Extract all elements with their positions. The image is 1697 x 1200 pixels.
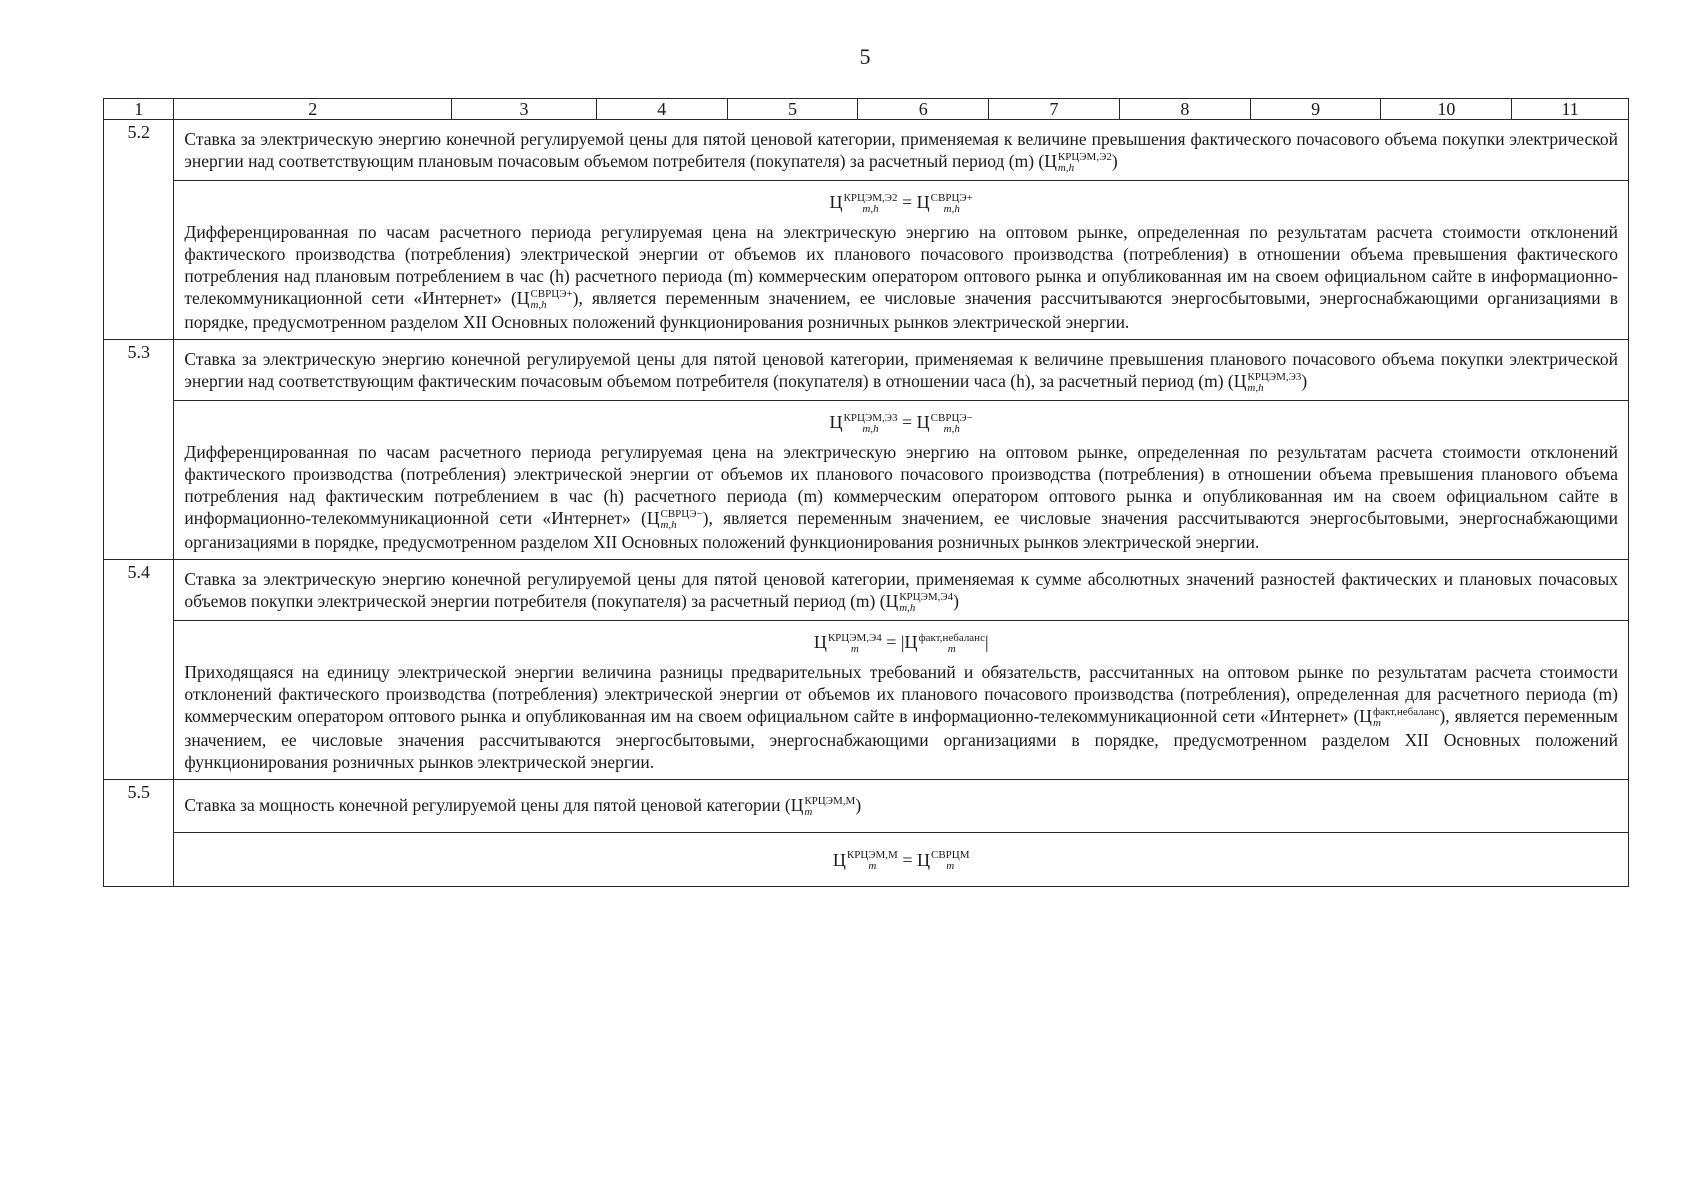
column-number: 5 [727, 99, 858, 120]
column-number: 8 [1119, 99, 1250, 120]
row-number: 5.4 [104, 559, 174, 779]
row-explanation: Ц КРЦЭМ,Э4 m = |Ц факт,небаланс m | Приходящаяся на единицу электрической энергии величина разницы предварительных требований и обязательств, рассчитанных на оптовом рынке по результатам расчета стоимости отклонений фактического производства (потребления) электрической энергии от объемов их планового почасового производства (потребления), определенная для расчетного периода (m) коммерческим оператором оптового рынка и опубликованная им на своем официальном сайте в информационно-телекоммуникационной сети «Интернет» (Ц факт,небаланс m ), является переменным значением, ее числовые значения рассчитываются энергосбытовыми, энергоснабжающими организациями в порядке, предусмотренном разделом XII Основных положений функционирования розничных рынков электрической энергии. [174, 620, 1629, 779]
row-number: 5.3 [104, 339, 174, 559]
row-explanation: Ц КРЦЭМ,Э3 m,h = Ц СВРЦЭ− m,h Дифференцированная по часам расчетного периода регулируемая цена на электрическую энергию на оптовом рынке, определенная по результатам расчета стоимости отклонений фактического производства (потребления) электрической энергии от объемов их планового почасового производства (потребления) в отношении объема превышения планового объема потребления над фактическим потреблением в час (h) расчетного периода (m) коммерческим оператором оптового рынка и опубликованная им на своем официальном сайте в информационно-телекоммуникационной сети «Интернет» (Ц СВРЦЭ− m,h ), является переменным значением, ее числовые значения рассчитываются энергосбытовыми, энергоснабжающими организациями в порядке, предусмотренном разделом XII Основных положений функционирования розничных рынков электрической энергии. [174, 400, 1629, 559]
table-row [104, 180, 1629, 339]
table-row [104, 339, 1629, 400]
page-number: 5 [859, 44, 871, 69]
column-number: 7 [989, 99, 1120, 120]
table-row [104, 400, 1629, 559]
row-description: Ставка за электрическую энергию конечной регулируемой цены для пятой ценовой категории, применяемая к величине превышения планового почасового объема покупки электрической энергии над соответствующим фактическим почасовым объемом потребителя (покупателя) в отношении часа (h), за расчетный период (m) (Ц КРЦЭМ,Э3 m,h ) [174, 339, 1629, 400]
formula: Ц КРЦЭМ,Э4 m = |Ц факт,небаланс m | [813, 631, 989, 655]
formula: Ц КРЦЭМ,Э3 m,h = Ц СВРЦЭ− m,h [829, 411, 973, 435]
row-number: 5.2 [104, 120, 174, 340]
table-row [104, 620, 1629, 779]
table-row [104, 120, 1629, 181]
table-row [104, 559, 1629, 620]
row-description: Ставка за мощность конечной регулируемой цены для пятой ценовой категории (Ц КРЦЭМ,М m ) [174, 779, 1629, 832]
formula: Ц КРЦЭМ,М m = Ц СВРЦМ m [832, 849, 970, 873]
row-description: Ставка за электрическую энергию конечной регулируемой цены для пятой ценовой категории, применяемая к величине превышения фактического почасового объема покупки электрической энергии над соответствующим плановым почасовым объемом потребителя (покупателя) за расчетный период (m) (Ц КРЦЭМ,Э2 m,h ) [174, 120, 1629, 181]
column-number: 1 [104, 99, 174, 120]
column-number-row [104, 99, 1629, 120]
table-row [104, 779, 1629, 832]
row-number: 5.5 [104, 779, 174, 887]
column-number: 6 [858, 99, 989, 120]
column-number: 3 [452, 99, 597, 120]
row-explanation [174, 832, 1629, 887]
column-number: 10 [1381, 99, 1512, 120]
column-number: 11 [1512, 99, 1629, 120]
column-number: 2 [174, 99, 452, 120]
formula: Ц КРЦЭМ,Э2 m,h = Ц СВРЦЭ+ m,h [829, 191, 973, 215]
column-number: 4 [596, 99, 727, 120]
column-number: 9 [1250, 99, 1381, 120]
row-description: Ставка за электрическую энергию конечной регулируемой цены для пятой ценовой категории, применяемая к сумме абсолютных значений разностей фактических и плановых почасовых объемов покупки электрической энергии потребителя (покупателя) за расчетный период (m) (Ц КРЦЭМ,Э4 m,h ) [174, 559, 1629, 620]
tariff-table [103, 98, 1629, 887]
table-row [104, 832, 1629, 887]
row-explanation: Ц КРЦЭМ,Э2 m,h = Ц СВРЦЭ+ m,h Дифференцированная по часам расчетного периода регулируемая цена на электрическую энергию на оптовом рынке, определенная по результатам расчета стоимости отклонений фактического производства (потребления) электрической энергии от объемов их планового почасового производства (потребления) в отношении объема превышения фактического потребления над плановым потреблением в час (h) расчетного периода (m) коммерческим оператором оптового рынка и опубликованная им на своем официальном сайте в информационно-телекоммуникационной сети «Интернет» (Ц СВРЦЭ+ m,h ), является переменным значением, ее числовые значения рассчитываются энергосбытовыми, энергоснабжающими организациями в порядке, предусмотренном разделом XII Основных положений функционирования розничных рынков электрической энергии. [174, 180, 1629, 339]
